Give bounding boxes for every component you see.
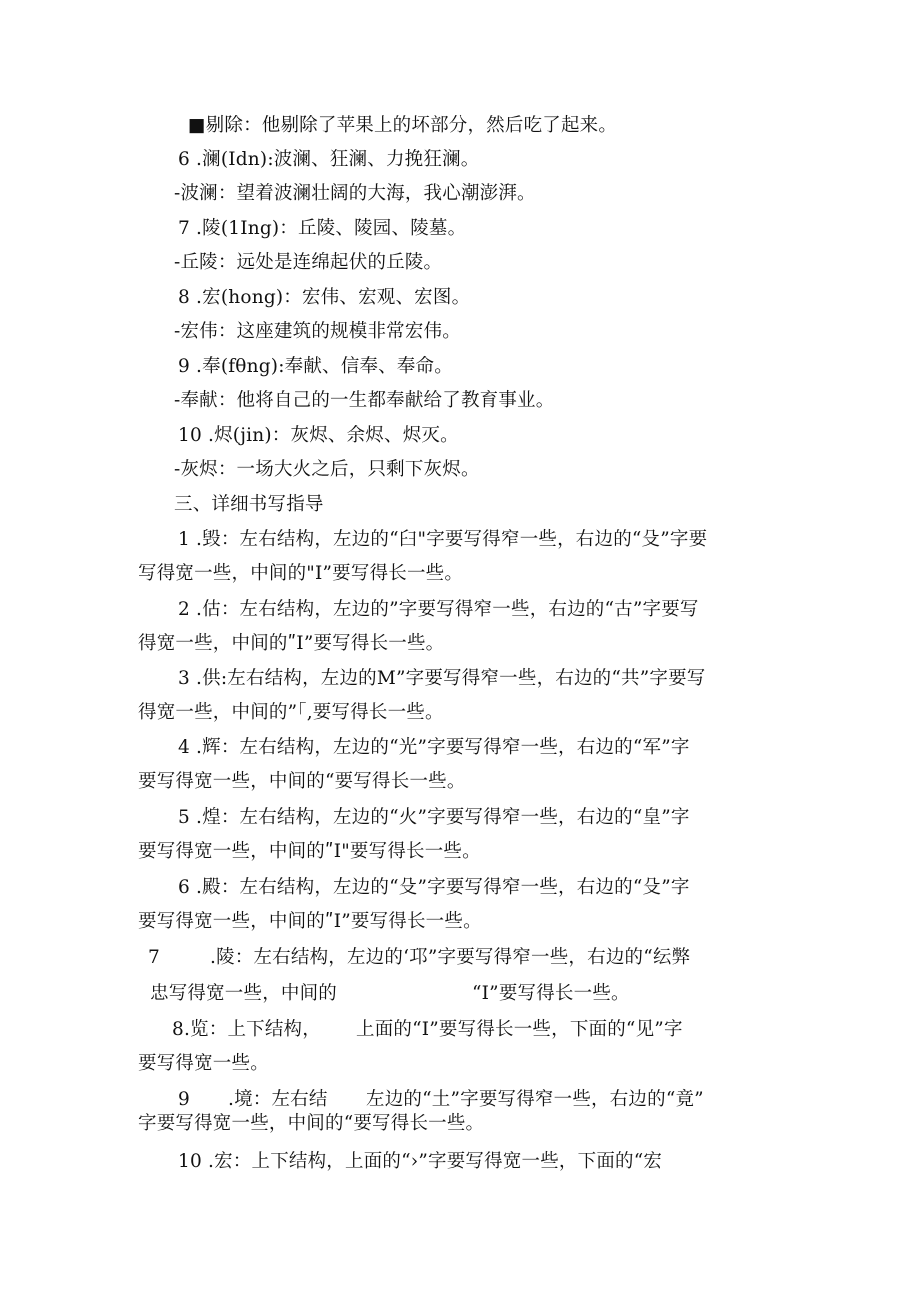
vocab-line: 9 .奉(fθng):奉献、信奉、奉命。 bbox=[178, 356, 453, 377]
vocab-line: -奉献：他将自己的一生都奉献给了教育事业。 bbox=[174, 390, 555, 411]
guide-line: 8.览：上下结构， bbox=[172, 1019, 321, 1040]
guide-line: 得宽一些，中间的”「,要写得长一些。 bbox=[138, 702, 444, 723]
guide-line: 得宽一些，中间的ʺI”要写得长一些。 bbox=[138, 633, 445, 654]
vocab-line: -灰烬：一场大火之后，只剩下灰烬。 bbox=[174, 459, 480, 480]
guide-line: 6 .殿：左右结构，左边的“殳”字要写得窄一些，右边的“殳”字 bbox=[178, 877, 690, 898]
guide-line: 要写得宽一些，中间的ʺI"要写得长一些。 bbox=[138, 841, 481, 862]
guide-line: 上面的“I”要写得长一些，下面的“见”字 bbox=[356, 1019, 683, 1040]
guide-line: 写得宽一些，中间的"I”要写得长一些。 bbox=[138, 563, 464, 584]
guide-line: “I”要写得长一些。 bbox=[472, 983, 630, 1004]
guide-line: 2 .估：左右结构，左边的”字要写得窄一些，右边的“古”字要写 bbox=[178, 599, 699, 620]
guide-line: .境：左右结 bbox=[228, 1089, 328, 1110]
vocab-line: 7 .陵(1Ing)：丘陵、陵园、陵墓。 bbox=[178, 218, 467, 239]
vocab-line: -波澜：望着波澜壮阔的大海，我心潮澎湃。 bbox=[174, 183, 536, 204]
guide-line: 4 .辉：左右结构，左边的“光”字要写得窄一些，右边的“军”字 bbox=[178, 737, 690, 758]
guide-line: 要写得宽一些，中间的“要写得长一些。 bbox=[138, 771, 466, 792]
guide-number: 9 bbox=[178, 1089, 190, 1110]
vocab-line: ■剔除：他剔除了苹果上的坏部分，然后吃了起来。 bbox=[188, 115, 618, 136]
guide-line: 字要写得宽一些，中间的“要写得长一些。 bbox=[138, 1113, 485, 1134]
guide-line: 1 .毁：左右结构，左边的“臼"字要写得窄一些，右边的“殳”字要 bbox=[178, 529, 708, 550]
guide-line: 要写得宽一些，中间的ʺI”要写得长一些。 bbox=[138, 911, 482, 932]
guide-line: 3 .供:左右结构，左边的M”字要写得窄一些，右边的“共”字要写 bbox=[178, 668, 706, 689]
guide-number: 7 bbox=[148, 947, 160, 968]
guide-line: 左边的“土”字要写得窄一些，右边的“竟” bbox=[366, 1089, 704, 1110]
vocab-line: 8 .宏(hong)：宏伟、宏观、宏图。 bbox=[178, 287, 471, 308]
section-heading: 三、详细书写指导 bbox=[174, 494, 324, 515]
guide-line: .陵：左右结构，左边的‘邛”字要写得窄一些，右边的“纭弊 bbox=[210, 947, 691, 968]
vocab-line: 6 .澜(Idn):波澜、狂澜、力挽狂澜。 bbox=[178, 149, 480, 170]
guide-line: 要写得宽一些。 bbox=[138, 1053, 269, 1074]
guide-line: 10 .宏：上下结构，上面的“›”字要写得宽一些，下面的“宏 bbox=[178, 1151, 663, 1172]
vocab-line: 10 .烬(jin)：灰烬、余烬、烬灭。 bbox=[178, 425, 459, 446]
guide-line: 5 .煌：左右结构，左边的“火”字要写得窄一些，右边的“皇”字 bbox=[178, 807, 690, 828]
vocab-line: -宏伟：这座建筑的规模非常宏伟。 bbox=[174, 321, 461, 342]
vocab-line: -丘陵：远处是连绵起伏的丘陵。 bbox=[174, 252, 443, 273]
guide-line: 忠写得宽一些，中间的 bbox=[150, 983, 338, 1004]
